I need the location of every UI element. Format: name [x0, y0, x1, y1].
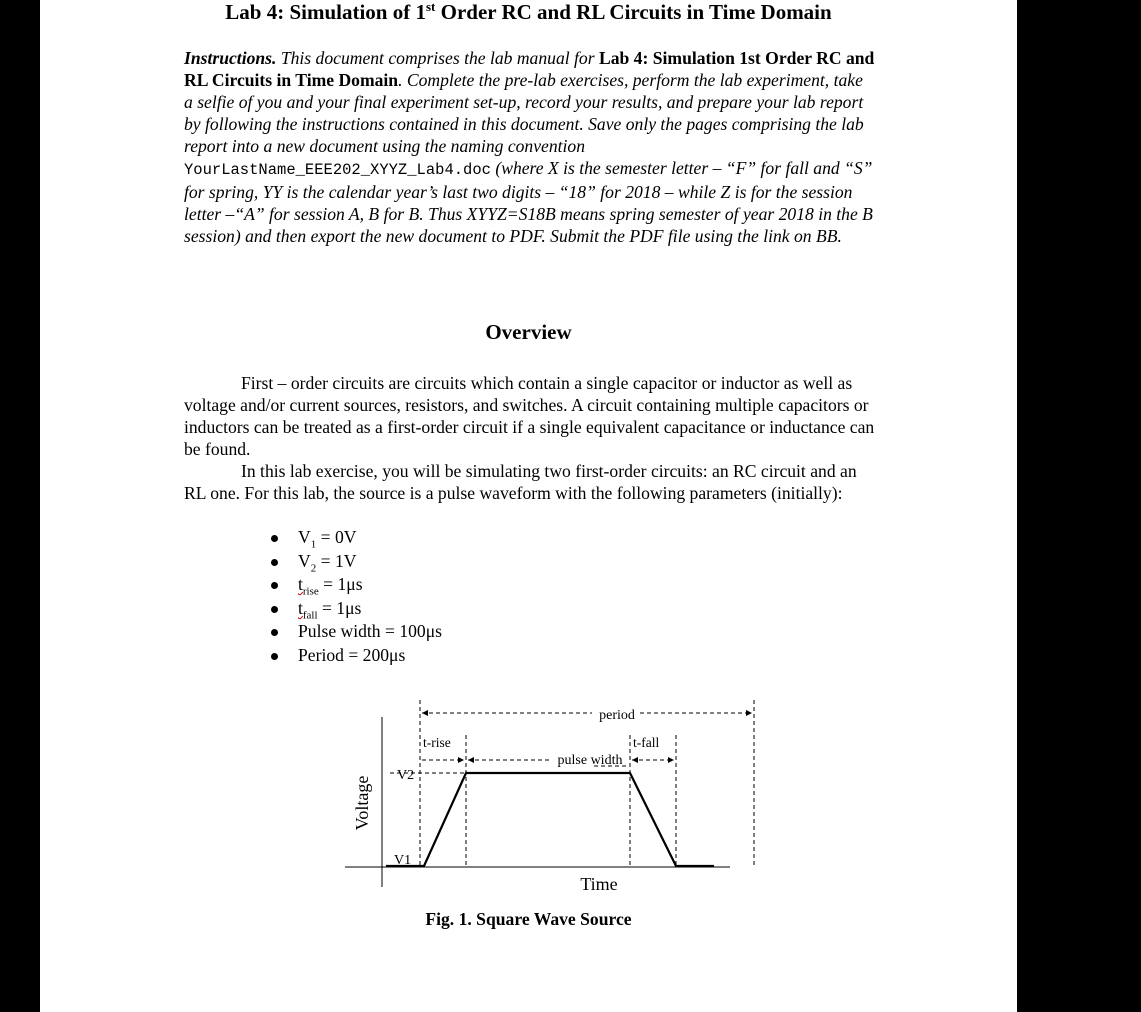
param-subscript: 2 [310, 562, 317, 575]
bullet-icon [271, 653, 278, 660]
instructions-text: . Complete the pre-lab exercises, perform the lab experiment, take a selfie of you and your final experiment set-up, record your results, and prepare your lab report by following the instructions contained in this document. Save only the pages comprising the lab report into a new document using the naming convention [184, 70, 864, 156]
param-symbol: V [298, 550, 311, 571]
bullet-icon [271, 559, 278, 566]
pulse-waveform [386, 773, 714, 866]
instructions-lead: Instructions. [184, 48, 277, 68]
bullet-icon [271, 606, 278, 613]
param-value: = 0V [316, 527, 357, 547]
list-item [267, 644, 442, 668]
instructions-text: (where X is the semester letter – “F” for fall and “S” for spring, YY is the calendar year’s last two digits – “18” for 2018 – while Z is for the session letter –“A” for session A, B for B. Thus XYYZ=S18B means spring semester of year 2018 in the B session) and then export the new document to PDF. Submit the PDF file using the link on BB. [184, 158, 873, 246]
bullet-icon [271, 629, 278, 636]
paragraph-text: First – order circuits are circuits which contain a single capacitor or inductor as well as voltage and/or current sources, resistors, and switches. A circuit containing multiple capacitors or inductors can be treated as a first-order circuit if a single equivalent capacitance or inductance can be found. [184, 373, 875, 459]
filename-convention: YourLastName_EEE202_XYYZ_Lab4.doc [184, 161, 491, 179]
spellcheck-word [298, 574, 319, 598]
pulse-waveform-diagram [310, 695, 780, 900]
spellcheck-word [298, 597, 318, 622]
trise-label: t-rise [423, 735, 451, 750]
param-symbol: t [298, 597, 303, 618]
instructions-paragraph [184, 47, 876, 247]
list-item [267, 573, 442, 597]
list-item [267, 620, 442, 644]
param-value: Pulse width = 100μs [298, 621, 442, 642]
arrow-left-icon [632, 757, 638, 763]
paragraph-text: In this lab exercise, you will be simulating two first-order circuits: an RC circuit and an RL one. For this lab, the source is a pulse waveform with the following parameters (initially): [184, 461, 857, 503]
list-item [267, 597, 442, 621]
arrow-right-icon [746, 710, 752, 716]
list-item [267, 550, 442, 574]
arrow-left-icon [422, 710, 428, 716]
x-axis-label: Time [580, 874, 618, 894]
overview-heading: Overview [485, 320, 572, 344]
overview-paragraph-2 [184, 460, 876, 504]
y-axis-label: Voltage [352, 775, 372, 831]
title-text-rest: Order RC and RL Circuits in Time Domain [435, 0, 832, 24]
param-subscript: 1 [310, 538, 317, 551]
parameter-list [267, 526, 442, 668]
v1-label: V1 [394, 853, 412, 868]
param-value: Period = 200μs [298, 644, 406, 665]
param-symbol: V [298, 527, 311, 547]
param-value: = 1μs [318, 574, 363, 595]
pulse-width-label: pulse width [557, 753, 623, 768]
param-value: = 1μs [317, 597, 362, 618]
period-label: period [599, 708, 635, 723]
param-subscript: fall [302, 609, 318, 622]
instructions-lab-name: Lab 4: Simulation 1st Order RC and RL Circuits in Time Domain [184, 48, 875, 90]
arrow-right-icon [668, 757, 674, 763]
bullet-icon [271, 535, 278, 542]
tfall-label: t-fall [633, 735, 660, 750]
list-item [267, 526, 442, 550]
bullet-icon [271, 582, 278, 589]
title-superscript: st [425, 0, 436, 14]
param-subscript: rise [302, 585, 319, 598]
title-text: Lab 4: Simulation of 1 [225, 0, 426, 24]
figure-caption: Fig. 1. Square Wave Source [425, 909, 632, 929]
page-title [40, 0, 1017, 25]
param-value: = 1V [316, 550, 357, 571]
arrow-right-icon [458, 757, 464, 763]
param-symbol: t [298, 574, 303, 595]
overview-paragraph-1 [184, 372, 876, 460]
v2-label: V2 [397, 768, 415, 783]
instructions-text: This document comprises the lab manual for [276, 48, 599, 68]
document-page [40, 0, 1017, 1012]
arrow-left-icon [468, 757, 474, 763]
